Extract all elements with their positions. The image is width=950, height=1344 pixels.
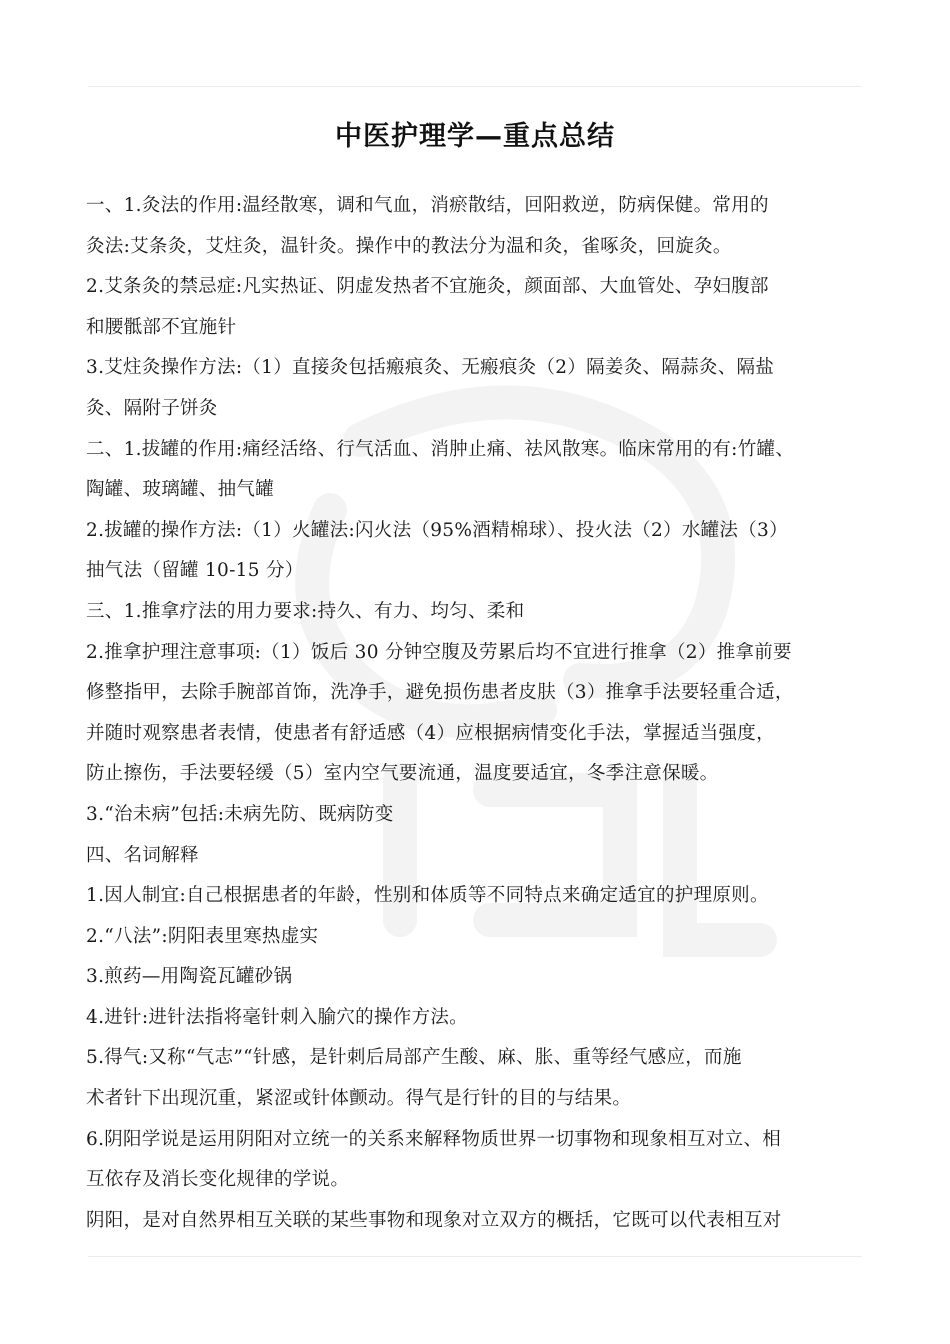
text-line: 抽气法（留罐 10-15 分） [86,560,304,582]
text-line: 2.艾条灸的禁忌症:凡实热证、阴虚发热者不宜施灸，颜面部、大血管处、孕妇腹部 [86,276,769,298]
bottom-divider [88,1256,862,1257]
section-heading: 四、名词解释 [86,844,199,866]
text-line: 三、1.推拿疗法的用力要求:持久、有力、均匀、柔和 [86,600,525,622]
text-line: 互依存及消长变化规律的学说。 [86,1169,350,1191]
text-line: 一、1.灸法的作用:温经散寒，调和气血，消瘀散结，回阳救逆，防病保健。常用的 [86,195,769,216]
text-line: 灸、隔附子饼灸 [86,397,218,419]
text-line: 2.拔罐的操作方法:（1）火罐法:闪火法（95%酒精棉球）、投火法（2）水罐法（3） [86,519,788,541]
document-title: 中医护理学—重点总结 [335,121,615,152]
text-line: 术者针下出现沉重，紧涩或针体颤动。得气是行针的目的与结果。 [86,1088,632,1110]
text-line: 4.进针:进针法指将毫针刺入腧穴的操作方法。 [86,1006,468,1028]
text-line: 3.艾炷灸操作方法:（1）直接灸包括瘢痕灸、无瘢痕灸（2）隔姜灸、隔蒜灸、隔盐 [86,357,775,379]
text-line: 二、1.拔罐的作用:痛经活络、行气活血、消肿止痛、祛风散寒。临床常用的有:竹罐、 [86,438,795,460]
top-divider [88,86,862,87]
text-line: 陶罐、玻璃罐、抽气罐 [86,479,275,501]
text-line: 修整指甲，去除手腕部首饰，洗净手，避免损伤患者皮肤（3）推拿手法要轻重合适， [86,682,794,704]
text-line: 6.阴阳学说是运用阴阳对立统一的关系来解释物质世界一切事物和现象相互对立、相 [86,1128,782,1150]
text-line: 5.得气:又称“气志”“针感，是针刺后局部产生酸、麻、胀、重等经气感应，而施 [86,1047,742,1069]
text-line: 和腰骶部不宜施针 [86,316,237,338]
text-line: 并随时观察患者表情，使患者有舒适感（4）应根据病情变化手法，掌握适当强度， [86,722,775,744]
document-body [86,186,886,1241]
text-line: 3.煎药—用陶瓷瓦罐砂锅 [86,966,293,988]
text-line: 2.“八法”:阴阳表里寒热虚实 [86,925,319,947]
text-line: 防止擦伤，手法要轻缓（5）室内空气要流通，温度要适宜，冬季注意保暖。 [86,763,719,785]
text-line: 2.推拿护理注意事项:（1）饭后 30 分钟空腹及劳累后均不宜进行推拿（2）推拿前要 [86,641,792,663]
text-line: 3.“治未病”包括:未病先防、既病防变 [86,803,394,825]
text-line: 阴阳，是对自然界相互关联的某些事物和现象对立双方的概括，它既可以代表相互对 [86,1209,782,1231]
text-line: 灸法:艾条灸，艾炷灸，温针灸。操作中的教法分为温和灸，雀啄灸，回旋灸。 [86,235,732,257]
text-line: 1.因人制宜:自己根据患者的年龄，性别和体质等不同特点来确定适宜的护理原则。 [86,885,769,907]
